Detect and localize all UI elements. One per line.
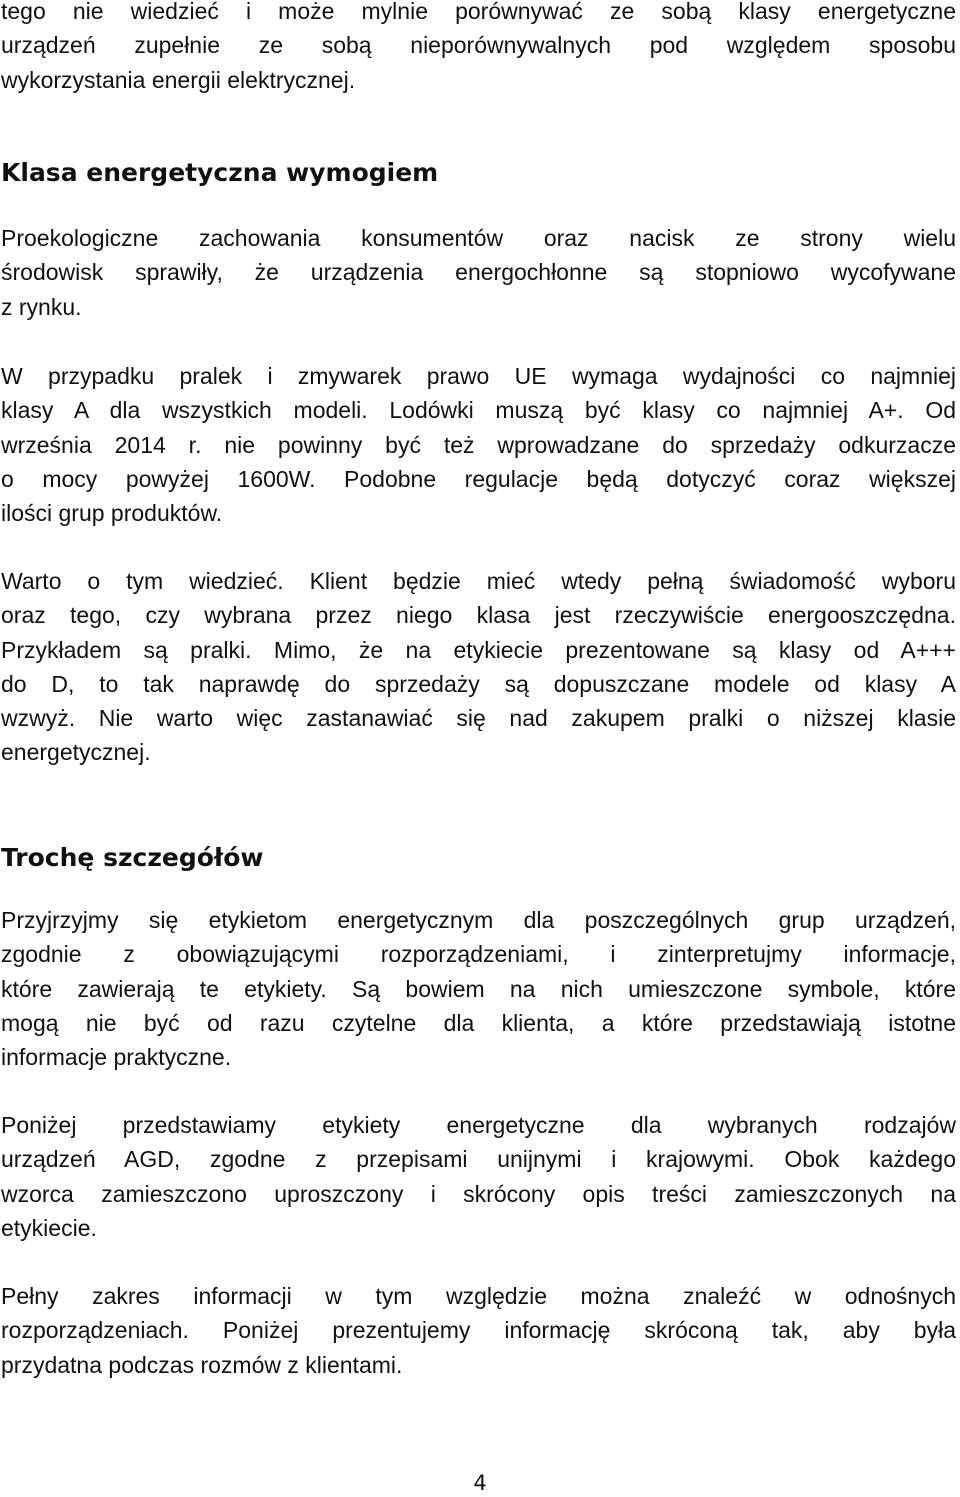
text-line: wykorzystania energii elektrycznej. <box>1 66 356 93</box>
text-line: informacje praktyczne. <box>1 1044 232 1071</box>
section-heading-energy-class: Klasa energetyczna wymogiem <box>1 158 439 187</box>
text-line: Pełny zakres informacji w tym względzie można znaleźć w odnośnych <box>1 1283 956 1309</box>
text-line: urządzeń zupełnie ze sobą nieporównywalnych pod względem sposobu <box>1 32 956 59</box>
text-line: rozporządzeniach. Poniżej prezentujemy informację skróconą tak, aby była <box>1 1317 956 1344</box>
text-line: energetycznej. <box>1 739 151 766</box>
text-line: z rynku. <box>1 293 82 320</box>
text-line: Przykładem są pralki. Mimo, że na etykiecie prezentowane są klasy od A+++ <box>1 636 956 663</box>
text-line: Przyjrzyjmy się etykietom energetycznym dla poszczególnych grup urządzeń, <box>1 907 956 933</box>
text-line: września 2014 r. nie powinny być też wprowadzane do sprzedaży odkurzacze <box>1 431 956 458</box>
text-line: Poniżej przedstawiamy etykiety energetyczne dla wybranych rodzajów <box>1 1112 956 1138</box>
text-line: Warto o tym wiedzieć. Klient będzie mieć wtedy pełną świadomość wyboru <box>1 568 956 594</box>
text-line: ilości grup produktów. <box>1 500 223 527</box>
text-line: etykiecie. <box>1 1214 97 1241</box>
text-line: do D, to tak naprawdę do sprzedaży są dopuszczane modele od klasy A <box>1 670 956 697</box>
paragraph-labels-presented <box>1 1108 956 1245</box>
text-line: wzorca zamieszczono uproszczony i skrócony opis treści zamieszczonych na <box>1 1180 956 1207</box>
paragraph-full-scope <box>1 1279 956 1382</box>
text-line: urządzeń AGD, zgodne z przepisami unijnymi i krajowymi. Obok każdego <box>1 1146 956 1173</box>
text-line: środowisk sprawiły, że urządzenia energochłonne są stopniowo wycofywane <box>1 259 956 286</box>
text-line: wzwyż. Nie warto więc zastanawiać się nad zakupem pralki o niższej klasie <box>1 705 956 732</box>
paragraph-labels-intro <box>1 903 956 1074</box>
section-heading-details: Trochę szczegółów <box>1 843 264 872</box>
paragraph-worth-knowing <box>1 564 956 770</box>
text-line: Proekologiczne zachowania konsumentów oraz nacisk ze strony wielu <box>1 225 956 251</box>
text-line: klasy A dla wszystkich modeli. Lodówki muszą być klasy co najmniej A+. Od <box>1 397 956 424</box>
text-line: o mocy powyżej 1600W. Podobne regulacje będą dotyczyć coraz większej <box>1 465 956 492</box>
text-line: mogą nie być od razu czytelne dla klienta, a które przedstawiają istotne <box>1 1009 956 1036</box>
paragraph-eu-law <box>1 359 956 530</box>
intro-paragraph <box>1 0 956 97</box>
text-line: W przypadku pralek i zmywarek prawo UE wymaga wydajności co najmniej <box>1 363 956 389</box>
text-line: które zawierają te etykiety. Są bowiem na nich umieszczone symbole, które <box>1 975 956 1002</box>
page-number: 4 <box>473 1471 487 1495</box>
text-line: oraz tego, czy wybrana przez niego klasa jest rzeczywiście energooszczędna. <box>1 602 956 629</box>
text-line: przydatna podczas rozmów z klientami. <box>1 1351 403 1378</box>
text-line: tego nie wiedzieć i może mylnie porównywać ze sobą klasy energetyczne <box>1 0 956 24</box>
text-line: zgodnie z obowiązującymi rozporządzeniami, i zinterpretujmy informacje, <box>1 941 956 968</box>
paragraph-proecological <box>1 221 956 324</box>
